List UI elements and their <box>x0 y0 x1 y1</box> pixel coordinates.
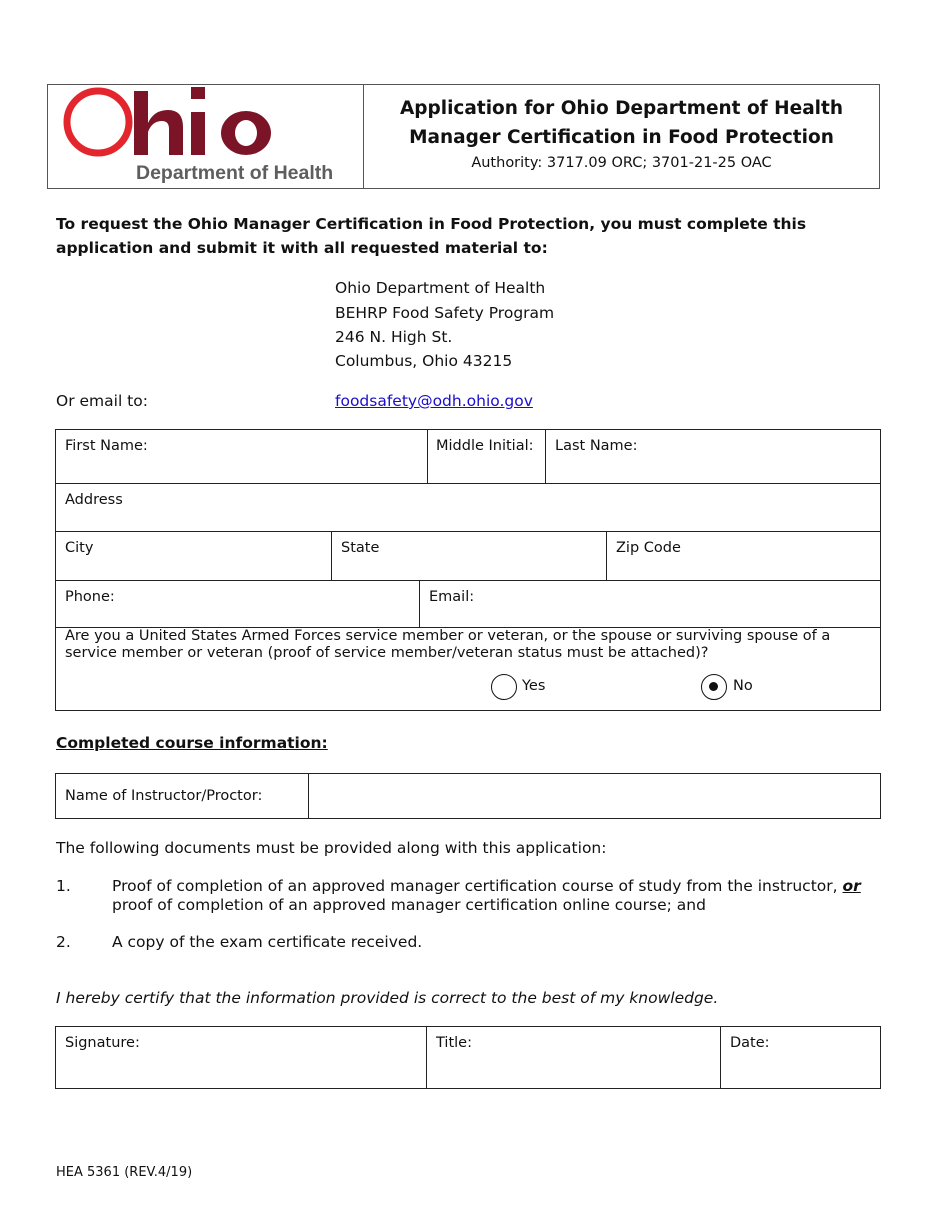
page-title-line-1: Application for Ohio Department of Health <box>399 98 844 119</box>
address-line-4: Columbus, Ohio 43215 <box>335 352 513 370</box>
signature-row <box>55 1026 881 1089</box>
state-label: State <box>341 540 380 556</box>
intro-text: To request the Ohio Manager Certification in Food Protection, you must complete this application and submit it with all requested material to: <box>56 215 807 257</box>
address-line-1: Ohio Department of Health <box>335 279 546 297</box>
list-item-1-text-a: Proof of completion of an approved manager certification course of study from the instructor, <box>112 877 843 895</box>
no-radio-selected-dot <box>709 682 718 691</box>
city-label: City <box>65 540 94 556</box>
signature-field[interactable] <box>56 1027 427 1088</box>
city-field[interactable] <box>56 532 332 581</box>
middle-initial-label: Middle Initial: <box>436 438 534 454</box>
no-radio[interactable] <box>701 674 727 700</box>
first-name-label: First Name: <box>65 438 148 454</box>
email-to-label: Or email to: <box>56 392 148 410</box>
title-cell <box>364 85 879 188</box>
email-field[interactable] <box>420 581 880 628</box>
middle-initial-field[interactable] <box>428 430 546 484</box>
course-info-heading: Completed course information: <box>56 734 328 752</box>
yes-label: Yes <box>522 678 546 694</box>
list-item-2: A copy of the exam certificate received. <box>112 933 423 951</box>
header-box <box>47 84 880 189</box>
date-label: Date: <box>730 1035 770 1051</box>
email-link[interactable]: foodsafety@odh.ohio.gov <box>335 392 533 410</box>
applicant-form <box>55 429 881 711</box>
instructor-row <box>55 773 881 819</box>
logo-subtitle: Department of Health <box>136 162 334 184</box>
state-field[interactable] <box>332 532 607 581</box>
list-item-1-text-b: proof of completion of an approved manager certification online course; and <box>112 896 706 914</box>
ohio-department-of-health-logo <box>48 85 364 188</box>
signature-label: Signature: <box>65 1035 140 1051</box>
phone-label: Phone: <box>65 589 115 605</box>
title-label: Title: <box>436 1035 472 1051</box>
address-line-2: BEHRP Food Safety Program <box>335 304 555 322</box>
veteran-question: Are you a United States Armed Forces service member or veteran, or the spouse or surviving spouse of a service member or veteran (proof of service member/veteran status must be attached)? <box>65 628 831 661</box>
address-label: Address <box>65 492 123 508</box>
instructor-input[interactable] <box>309 774 880 818</box>
page-title-line-2: Manager Certification in Food Protection <box>409 127 834 148</box>
form-number-footer: HEA 5361 (REV.4/19) <box>56 1165 193 1180</box>
list-item-1-emphasis: or <box>842 877 861 895</box>
list-item-number-2: 2. <box>56 933 71 951</box>
documents-intro: The following documents must be provided along with this application: <box>56 839 607 857</box>
last-name-label: Last Name: <box>555 438 638 454</box>
last-name-field[interactable] <box>546 430 880 484</box>
address-field[interactable] <box>56 484 880 532</box>
phone-field[interactable] <box>56 581 420 628</box>
zip-code-field[interactable] <box>607 532 880 581</box>
veteran-question-row <box>56 628 880 710</box>
list-item-number-1: 1. <box>56 877 71 895</box>
address-line-3: 246 N. High St. <box>335 328 453 346</box>
list-item-1 <box>112 877 872 915</box>
certification-statement: I hereby certify that the information provided is correct to the best of my knowledge. <box>56 989 719 1007</box>
first-name-field[interactable] <box>56 430 428 484</box>
logo-cell <box>48 85 364 188</box>
instructor-label: Name of Instructor/Proctor: <box>65 788 263 804</box>
title-field[interactable] <box>427 1027 721 1088</box>
date-field[interactable] <box>721 1027 880 1088</box>
authority-text: Authority: 3717.09 ORC; 3701-21-25 OAC <box>471 155 772 171</box>
instructor-label-cell <box>56 774 309 818</box>
no-label: No <box>733 678 753 694</box>
email-label: Email: <box>429 589 475 605</box>
zip-code-label: Zip Code <box>616 540 681 556</box>
yes-radio[interactable] <box>491 674 517 700</box>
